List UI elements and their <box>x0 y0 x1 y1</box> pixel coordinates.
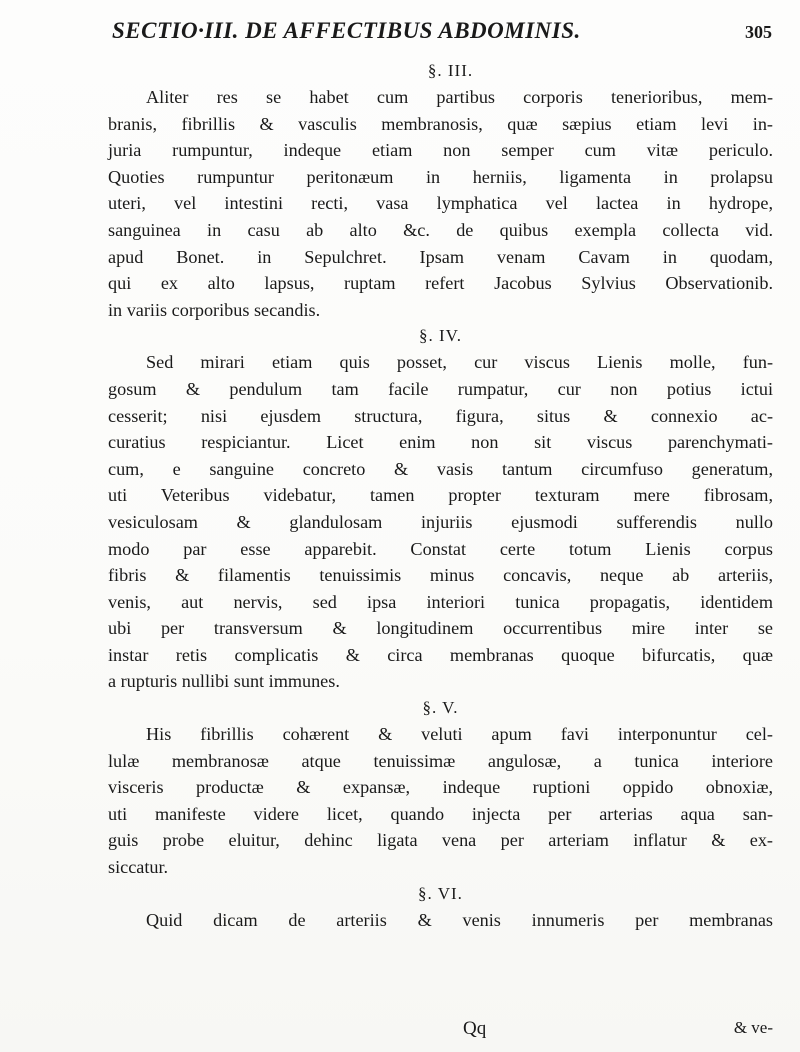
text-line: Quoties rumpuntur peritonæum in herniis, ligamenta in prolapsu <box>108 166 773 187</box>
section-heading: §. IV. <box>419 326 462 346</box>
text-line: Sed mirari etiam quis posset, cur viscus Lienis molle, fun- <box>146 352 773 373</box>
page-header <box>112 12 772 50</box>
page-number: 305 <box>745 22 772 42</box>
text-line: uti Veteribus videbatur, tamen propter texturam mere fibrosam, <box>108 485 773 506</box>
section-heading: §. III. <box>427 61 474 80</box>
text-line: uteri, vel intestini recti, vasa lymphatica vel lactea in hydrope, <box>108 193 773 214</box>
text-line: instar retis complicatis & circa membranas quoque bifurcatis, quæ <box>108 644 773 665</box>
text-line: gosum & pendulum tam facile rumpatur, cur non potius ictui <box>108 378 773 399</box>
text-line: branis, fibrillis & vasculis membranosis, quæ sæpius etiam levi in- <box>108 113 773 134</box>
text-line: His fibrillis cohærent & veluti apum favi interponuntur cel- <box>146 724 773 745</box>
text-line: visceris productæ & expansæ, indeque ruptioni oppido obnoxiæ, <box>108 777 773 798</box>
text-line: a rupturis nullibi sunt immunes. <box>108 671 340 692</box>
text-line: cum, e sanguine concreto & vasis tantum circumfuso generatum, <box>108 458 773 479</box>
text-line: juria rumpuntur, indeque etiam non semper cum vitæ periculo. <box>108 140 773 161</box>
text-line: curatius respiciantur. Licet enim non sit viscus parenchymati- <box>108 432 773 453</box>
text-line: Quid dicam de arteriis & venis innumeris per membranas <box>146 909 773 930</box>
body-text <box>108 58 773 933</box>
section-heading: §. V. <box>422 698 459 718</box>
text-line: in variis corporibus secandis. <box>108 299 321 320</box>
text-line: Aliter res se habet cum partibus corporis tenerioribus, mem- <box>146 87 773 107</box>
text-line: vesiculosam & glandulosam injuriis ejusmodi sufferendis nullo <box>108 511 773 532</box>
section-heading: §. VI. <box>418 883 463 903</box>
page-footer <box>108 1018 773 1048</box>
text-line: qui ex alto lapsus, ruptam refert Jacobus Sylvius Observationib. <box>108 273 773 294</box>
text-line: apud Bonet. in Sepulchret. Ipsam venam Cavam in quodam, <box>108 246 773 267</box>
text-line: sanguinea in casu ab alto &c. de quibus exempla collecta vid. <box>108 219 773 240</box>
text-line: lulæ membranosæ atque tenuissimæ angulosæ, a tunica interiore <box>108 750 773 771</box>
text-line: guis probe eluitur, dehinc ligata vena per arteriam inflatur & ex- <box>108 830 773 851</box>
text-line: siccatur. <box>108 857 169 878</box>
signature-mark: Qq <box>463 1018 487 1039</box>
text-line: ubi per transversum & longitudinem occurrentibus mire inter se <box>108 618 773 639</box>
running-head: SECTIO·III. DE AFFECTIBUS ABDOMINIS. <box>112 18 581 43</box>
text-line: modo par esse apparebit. Constat certe totum Lienis corpus <box>108 538 773 559</box>
text-line: cesserit; nisi ejusdem structura, figura, situs & connexio ac- <box>108 405 773 426</box>
text-line: venis, aut nervis, sed ipsa interiori tunica propagatis, identidem <box>108 591 773 612</box>
catchword: & ve- <box>733 1018 773 1037</box>
text-line: uti manifeste videre licet, quando injecta per arterias aqua san- <box>108 803 773 824</box>
text-line: fibris & filamentis tenuissimis minus concavis, neque ab arteriis, <box>108 565 773 586</box>
